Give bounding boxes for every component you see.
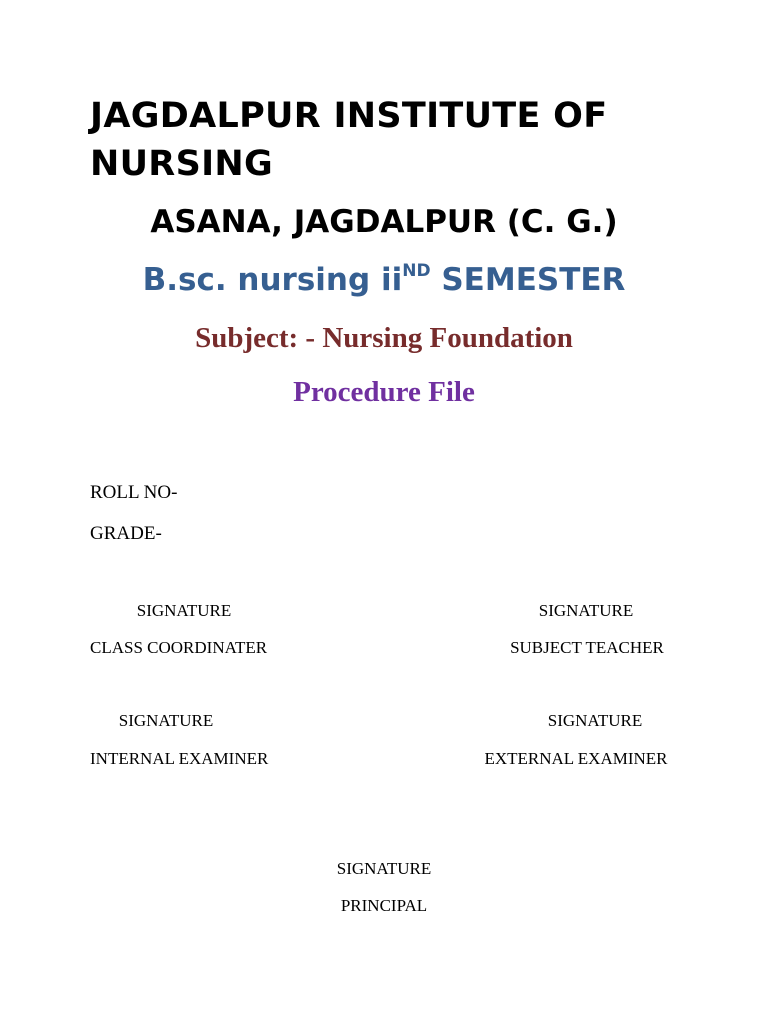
- class-coordinator-signature-label: SIGNATURE: [136, 601, 232, 620]
- semester-heading: [0, 258, 768, 302]
- semester-superscript: ND: [402, 261, 431, 281]
- external-examiner-role: EXTERNAL EXAMINER: [484, 749, 668, 768]
- institute-address: ASANA, JAGDALPUR (C. G.): [150, 204, 618, 240]
- grade-field: GRADE-: [90, 523, 162, 544]
- subject-teacher-signature-label: SIGNATURE: [538, 601, 634, 620]
- principal-role: PRINCIPAL: [340, 896, 428, 915]
- internal-examiner-role: INTERNAL EXAMINER: [90, 749, 269, 768]
- institute-title: JAGDALPUR INSTITUTE OF NURSING: [90, 96, 608, 184]
- principal-signature-label: SIGNATURE: [336, 859, 432, 878]
- internal-examiner-signature-label: SIGNATURE: [118, 711, 214, 730]
- semester-suffix: SEMESTER: [430, 262, 626, 298]
- roll-no-field: ROLL NO-: [90, 482, 178, 503]
- file-type-heading: Procedure File: [293, 376, 475, 408]
- semester-prefix: B.sc. nursing ii: [142, 262, 403, 298]
- subject-teacher-role: SUBJECT TEACHER: [510, 638, 664, 657]
- external-examiner-signature-label: SIGNATURE: [547, 711, 643, 730]
- subject-heading: Subject: - Nursing Foundation: [195, 322, 573, 354]
- class-coordinator-role: CLASS COORDINATER: [90, 638, 268, 657]
